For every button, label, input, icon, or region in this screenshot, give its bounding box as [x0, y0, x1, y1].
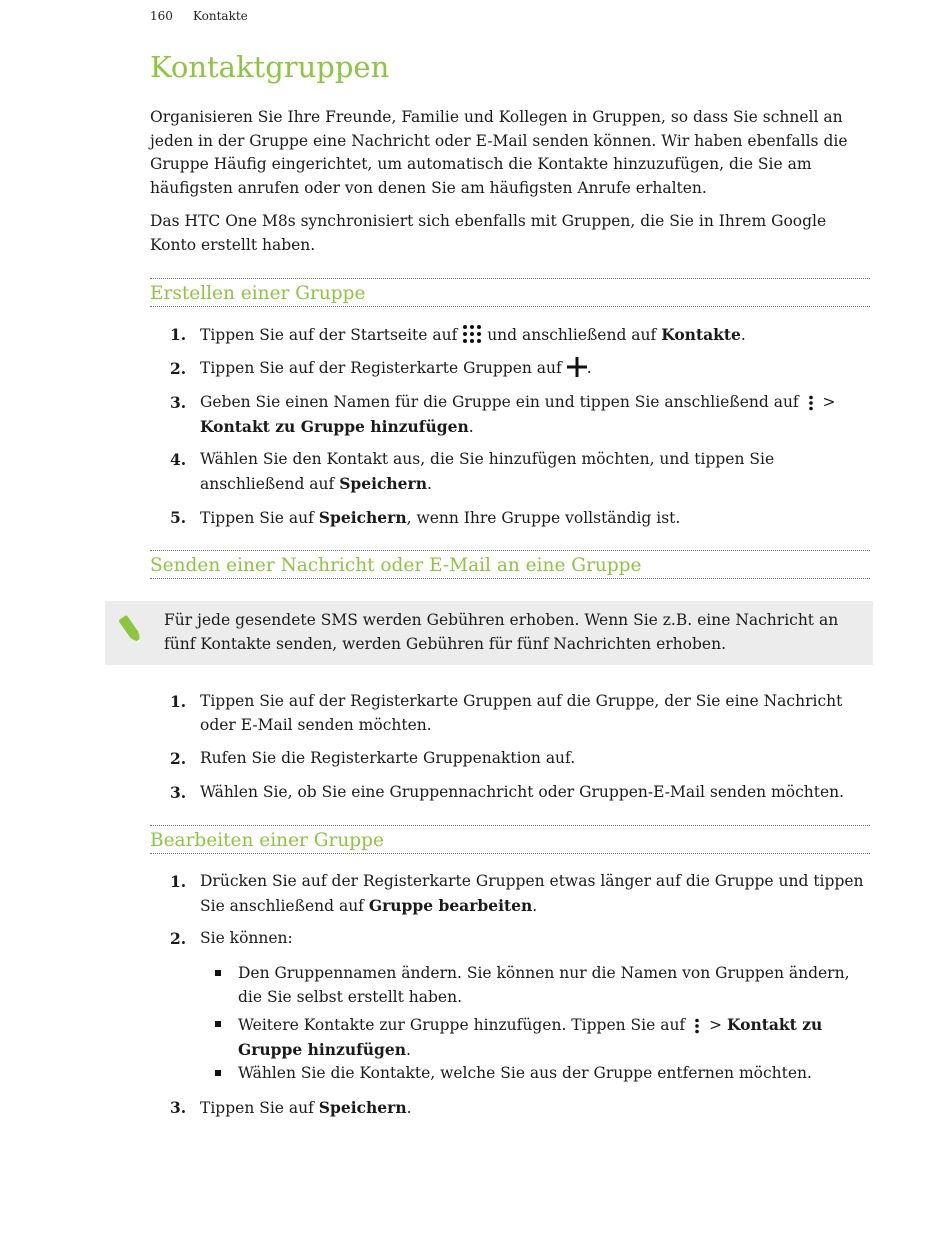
step-text-end: .: [740, 326, 746, 344]
note-text: Für jede gesendete SMS werden Gebühren erhoben. Wenn Sie z.B. eine Nachricht an fünf Kontakte senden, werden Gebühren für fünf Nachrichten erhoben.: [164, 611, 839, 653]
step-number: 2.: [170, 929, 187, 948]
section-edit-header: [150, 825, 870, 854]
step-number: 5.: [170, 508, 187, 527]
section-create-header: [150, 278, 870, 307]
step-text-part: Geben Sie einen Namen für die Gruppe ein und tippen Sie anschließend auf: [200, 393, 799, 411]
bullet-marker: [215, 1021, 221, 1027]
step-text: [200, 1096, 870, 1121]
step-text-end: .: [426, 474, 432, 493]
step-bold-term: Kontakte: [661, 325, 741, 344]
step-text-part: und anschließend auf: [487, 326, 657, 344]
menu-separator: >: [709, 1016, 723, 1034]
page-number: 160: [150, 9, 173, 23]
step-text: [200, 323, 870, 348]
menu-separator: >: [822, 393, 836, 411]
section-send-header: [150, 550, 870, 579]
bullet-bold-term: Kontakt zu Gruppe hinzufügen: [238, 1015, 823, 1059]
intro-paragraph-1: Organisieren Sie Ihre Freunde, Familie und Kollegen in Gruppen, so dass Sie schnell an jeden in der Gruppe eine Nachricht oder E-Mail senden können. Wir haben ebenfalls die Gruppe Häufig eingerichtet, um automatisch die Kontakte hinzuzufügen, die Sie am häufigsten anrufen oder von denen Sie am häufigsten Anrufe erhalten.: [150, 108, 848, 197]
bullet-text: [238, 1013, 870, 1062]
step-text: [200, 448, 870, 496]
step-number: 2.: [170, 359, 187, 378]
page-header: [150, 9, 248, 23]
step-number: 1.: [170, 325, 187, 344]
step-text: Wählen Sie, ob Sie eine Gruppennachricht oder Gruppen-E-Mail senden möchten.: [200, 783, 845, 801]
bullet-text-part: Weitere Kontakte zur Gruppe hinzufügen. Tippen Sie auf: [238, 1016, 686, 1034]
bullet-text: Den Gruppennamen ändern. Sie können nur die Namen von Gruppen ändern, die Sie selbst erstellt haben.: [238, 964, 850, 1006]
step-number: 1.: [170, 872, 187, 891]
bullet-text: Wählen Sie die Kontakte, welche Sie aus der Gruppe entfernen möchten.: [238, 1064, 812, 1082]
step-text: Tippen Sie auf der Registerkarte Gruppen auf die Gruppe, der Sie eine Nachricht oder E-Mail senden möchten.: [200, 692, 843, 734]
step-text-part: Drücken Sie auf der Registerkarte Gruppen etwas länger auf die Gruppe und tippen Sie anschließend auf: [200, 872, 864, 915]
step-text: [200, 506, 870, 531]
overflow-menu-icon: [690, 1018, 704, 1034]
step-number: 3.: [170, 783, 187, 802]
step-number: 3.: [170, 1098, 187, 1117]
step-bold-term: Speichern: [318, 1098, 407, 1117]
section-edit-heading: Bearbeiten einer Gruppe: [150, 830, 384, 851]
step-number: 4.: [170, 450, 187, 469]
section-send-heading: Senden einer Nachricht oder E-Mail an eine Gruppe: [150, 555, 642, 576]
step-bold-term: Speichern: [318, 508, 407, 527]
step-bold-term: Speichern: [339, 473, 427, 493]
page-title: Kontaktgruppen: [150, 50, 390, 84]
step-text: [200, 870, 870, 918]
bullet-marker: [215, 1070, 221, 1076]
step-bold-term: Kontakt zu Gruppe hinzufügen: [200, 416, 469, 436]
intro-paragraph-2: Das HTC One M8s synchronisiert sich ebenfalls mit Gruppen, die Sie in Ihrem Google Konto erstellt haben.: [150, 212, 827, 254]
step-text-part: Tippen Sie auf: [200, 509, 314, 527]
chapter-name: Kontakte: [193, 9, 248, 23]
plus-icon: [567, 357, 587, 377]
step-number: 3.: [170, 393, 187, 412]
step-text-part: Wählen Sie den Kontakt aus, die Sie hinzufügen möchten, und tippen Sie anschließend auf: [200, 450, 775, 493]
step-text-end: .: [406, 1099, 412, 1117]
step-text: Rufen Sie die Registerkarte Gruppenaktion auf.: [200, 749, 576, 767]
step-text-end: .: [468, 417, 474, 436]
bullet-text-end: .: [406, 1040, 411, 1059]
section-create-heading: Erstellen einer Gruppe: [150, 283, 366, 304]
apps-grid-icon: [462, 324, 482, 344]
step-number: 1.: [170, 692, 187, 711]
step-text-end: .: [586, 359, 592, 377]
pencil-note-icon: [117, 613, 145, 647]
step-text: [200, 357, 870, 381]
step-text-end: , wenn Ihre Gruppe vollständig ist.: [406, 509, 681, 527]
note-box: [105, 601, 873, 665]
step-text: [200, 391, 870, 439]
step-text: Sie können:: [200, 929, 293, 947]
step-text-part: Tippen Sie auf: [200, 1099, 314, 1117]
overflow-menu-icon: [804, 395, 818, 411]
step-text-part: Tippen Sie auf der Registerkarte Gruppen auf: [200, 359, 562, 377]
bullet-marker: [215, 970, 221, 976]
step-text-part: Tippen Sie auf der Startseite auf: [200, 326, 458, 344]
step-bold-term: Gruppe bearbeiten: [368, 895, 533, 915]
step-text-end: .: [532, 896, 538, 915]
step-number: 2.: [170, 749, 187, 768]
